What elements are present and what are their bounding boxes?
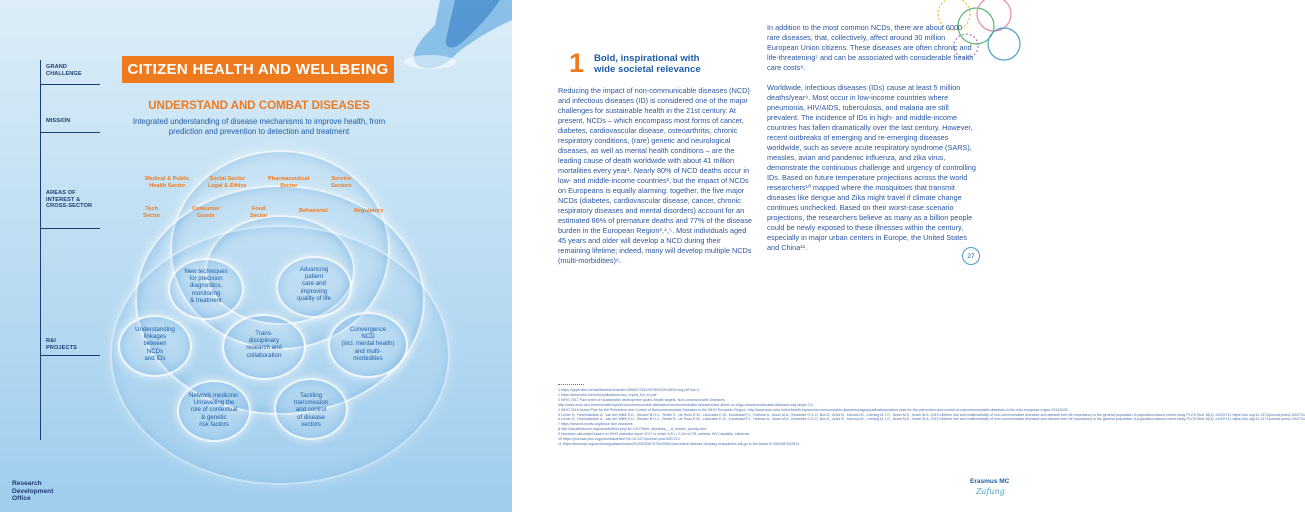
project-label: Tackling transmission and control of disease vectors (293, 392, 329, 428)
body-paragraph: Worldwide, infectious diseases (IDs) cause at least 5 million deaths/year⁹. Most occur in low-income countries where pneumonia, HIV/AIDS, tuberculosis, and malaria are still prevalent. The incidence of IDs in high- and middle-income countries has fallen dramatically over the last century. However, recent outbreaks of emerging and re-emerging diseases worldwide, such as severe acute respiratory syndrome (SARS), measles, avian and pandemic influenza, and zika virus, demonstrate the continuous challenge and urgency of controlling IDs. Based on future temperature projections across the world researchers¹⁰ mapped where the mosquitoes that transmit diseases like dengue and Zika might travel if climate change continues unchecked. Based on their worst-case scenario projections, the researchers believe as many as a billion people could be newly exposed to these illnesses within the century, especially in major urban centers in Europe, the United States and China¹¹. (767, 83, 976, 252)
sector-label: Pharmaceutical Sector (268, 176, 310, 189)
body-column-right (767, 23, 977, 263)
grand-challenge-banner: CITIZEN HEALTH AND WELLBEING (122, 56, 394, 83)
brand-logo-text: Erasmus MC (970, 478, 1010, 485)
footnote: 4 WHO 2016 Action Plan for the Prevention and Control of Noncommunicable Diseases in the WHO European Region. http://www.euro.who.int/en/health-topics/noncommunicable-diseases/pages/publications/action-plan-for-the-prevention-and-control-of-noncommunicable-diseases-in-the-who-european-region-20162025 (558, 407, 1068, 412)
footnote: 1 https://apps.who.int/iris/bitstream/handle/10665/274512/9789241514620-eng.pdf?ua=1 (558, 388, 700, 392)
project-label: New techniques for precision diagnostics, monitoring & treatment (184, 268, 228, 304)
project-label: Advancing patient care and improving quality of life (297, 266, 331, 302)
sidebar-label-areas: AREAS OF INTEREST & CROSS-SECTOR (46, 190, 93, 210)
sidebar-tick (40, 132, 100, 133)
sector-label: Social Sector Legal & Ethics (208, 176, 247, 189)
body-paragraph: Reducing the impact of non-communicable diseases (NCD) and infectious diseases (ID) is considered one of the major challenges for sustainable health in the 21st century. At present, NCDs – which encompass most forms of cancer, diabetes, cardiovascular disease, osteoarthritis, chronic respiratory conditions, (rare) genetic and neurological diseases, as well as mental health conditions – are the leading cause of death worldwide with about 41 million mortalities every year¹. Nearly 80% of NCD deaths occur in low- and middle-income countries², but the impact of NCDs on Europeans is equally alarming: together, the five major NCDs (diabetes, cardiovascular disease, cancer, chronic respiratory diseases and mental disorders) account for an estimated 86% of premature deaths and 77% of the disease burden in the European Region³,⁴,⁵. Most individuals aged 45 years and older will develop a NCD during their remaining lifetime; indeed, many will develop multiple NCDs (multi-morbidities)⁶. (558, 86, 752, 265)
mission-box (118, 96, 400, 142)
footnote-divider (558, 384, 584, 385)
section-number: 1 (569, 48, 585, 78)
sector-label: Service Sectors (331, 176, 352, 189)
right-page (512, 0, 1305, 512)
footnote: 9 Numbers calculated based on WHO statistics report 2017 in which 1/10 = 3.3m of TB, malaria, HIV, hepatitis, influenza (558, 432, 750, 437)
project-label: Network medicine: Unravelling the role of contextual & genetic risk factors (188, 392, 240, 428)
project-label: Trans- disciplinary research and collaboration (246, 330, 282, 359)
sector-label: Behavorial (299, 208, 328, 214)
footnote: 6 Licher S., Heshmatollah A., van der Willik K.D., Stricker B.H.C., Ruiter R., de Roos E.W., Lahousse E.M., Koudstaal P.J., Hofman A., Ikram M.A., Brusselle G.G.O, Bos D., Arshi B., Kavousi M., Leening M.J.G., Ikram M.K., Ikram M.A. 2019 Lifetime risk and multimorbidity of non-communicable diseases and disease-free life expectancy in the general population: A population-based cohort study PLOS Med 16(1): e1002741 https://doi.org/10.1371/journal.pmed.1002741 (558, 417, 1305, 422)
project-label: Convergence NCD (incl. mental health) and multi- morbidities (341, 326, 395, 362)
footnote: 2 https://www.who.int/nmh/publications/ncd_report_full_en.pdf (558, 392, 657, 397)
footnote: 8 http://insuldistricom.org/news/fulltext.php?id=1307/Rare_diseases_-_A_hidden_priority.html (558, 427, 707, 432)
mission-title: UNDERSTAND AND COMBAT DISEASES (148, 100, 370, 112)
brand-script: Zafung (976, 487, 1005, 496)
sidebar-tick (40, 228, 100, 229)
body-column-left (558, 86, 754, 276)
page-number: 27 (962, 247, 980, 265)
body-paragraph: In addition to the most common NCDs, there are about 6000 rare diseases, that, collectively, affect around 30 million European Union citizens. These diseases are often chronic and life-threatening⁷ and can be associated with considerable health care costs⁸. (767, 23, 974, 72)
footnote: 5 Licher S., Heshmatollah A., van der Willik K.D., Stricker B.H.C., Ruiter R., de Roos E.W., Lahousse E.M., Koudstaal P.J., Hofman A., Ikram M.A., Brusselle G.G.O, Bos D., Arshi B., Kavousi M., Leening M.J.G., Ikram M.K., Ikram M.A. 2019 Lifetime risk and multimorbidity of non-communicable diseases and disease-free life expectancy in the general population: A population-based cohort study PLOS Med 16(1): e1002741 https://doi.org/10.1371/journal.pmed.1002741 (558, 412, 1305, 417)
section-title: Bold, inspirational with wide societal relevance (594, 53, 701, 75)
sector-label: Medical & Public Health Sector (145, 176, 190, 189)
sidebar-label-grand-challenge: GRAND CHALLENGE (46, 64, 82, 77)
sector-label: Food Sector (250, 206, 268, 219)
footnotes-list (558, 388, 1305, 447)
footnote: 3 WHO 2017 Fact sheet on sustainable development goals: health targets. Non-communicable Diseases. (558, 397, 726, 402)
sector-label: Tech Sector (143, 206, 161, 219)
sidebar-line (40, 60, 41, 440)
mission-description: Integrated understanding of disease mechanisms to improve health, from prediction and prevention to detection and treatment (132, 117, 386, 136)
footnote: 7 https://www.eurordis.org/about-rare-diseases (558, 422, 633, 427)
footnote: 11 https://www.npr.org/sections/goatsandsoda/2019/03/28/707604928/chart-where-disease-carrying-mosquitoes-will-go-in-the-future?t=1554387642813 (558, 441, 800, 446)
office-label: Research Development Office (12, 480, 54, 503)
sidebar-tick (40, 355, 100, 356)
sector-label: Consumer Goods (192, 206, 220, 219)
project-label: Understanding linkages between NCDs and IDs (135, 326, 175, 362)
sector-label: Regulatory (354, 208, 384, 214)
sidebar-label-projects: R&I PROJECTS (46, 338, 77, 351)
left-page (0, 0, 512, 512)
sidebar-tick (40, 84, 100, 85)
footnote: http://www.euro.who.int/en/health-topics/noncommunicable-diseases/noncommunicable-diseases/fact-sheet-on-sdgs-noncommunicable-diseases-sdg-target-3.4 (558, 402, 813, 407)
sidebar-label-mission: MISSION (46, 118, 71, 124)
footnote: 10 https://journals.plos.org/plosntds/article?id=10.1371/journal.pntd.0007213 (558, 437, 680, 442)
